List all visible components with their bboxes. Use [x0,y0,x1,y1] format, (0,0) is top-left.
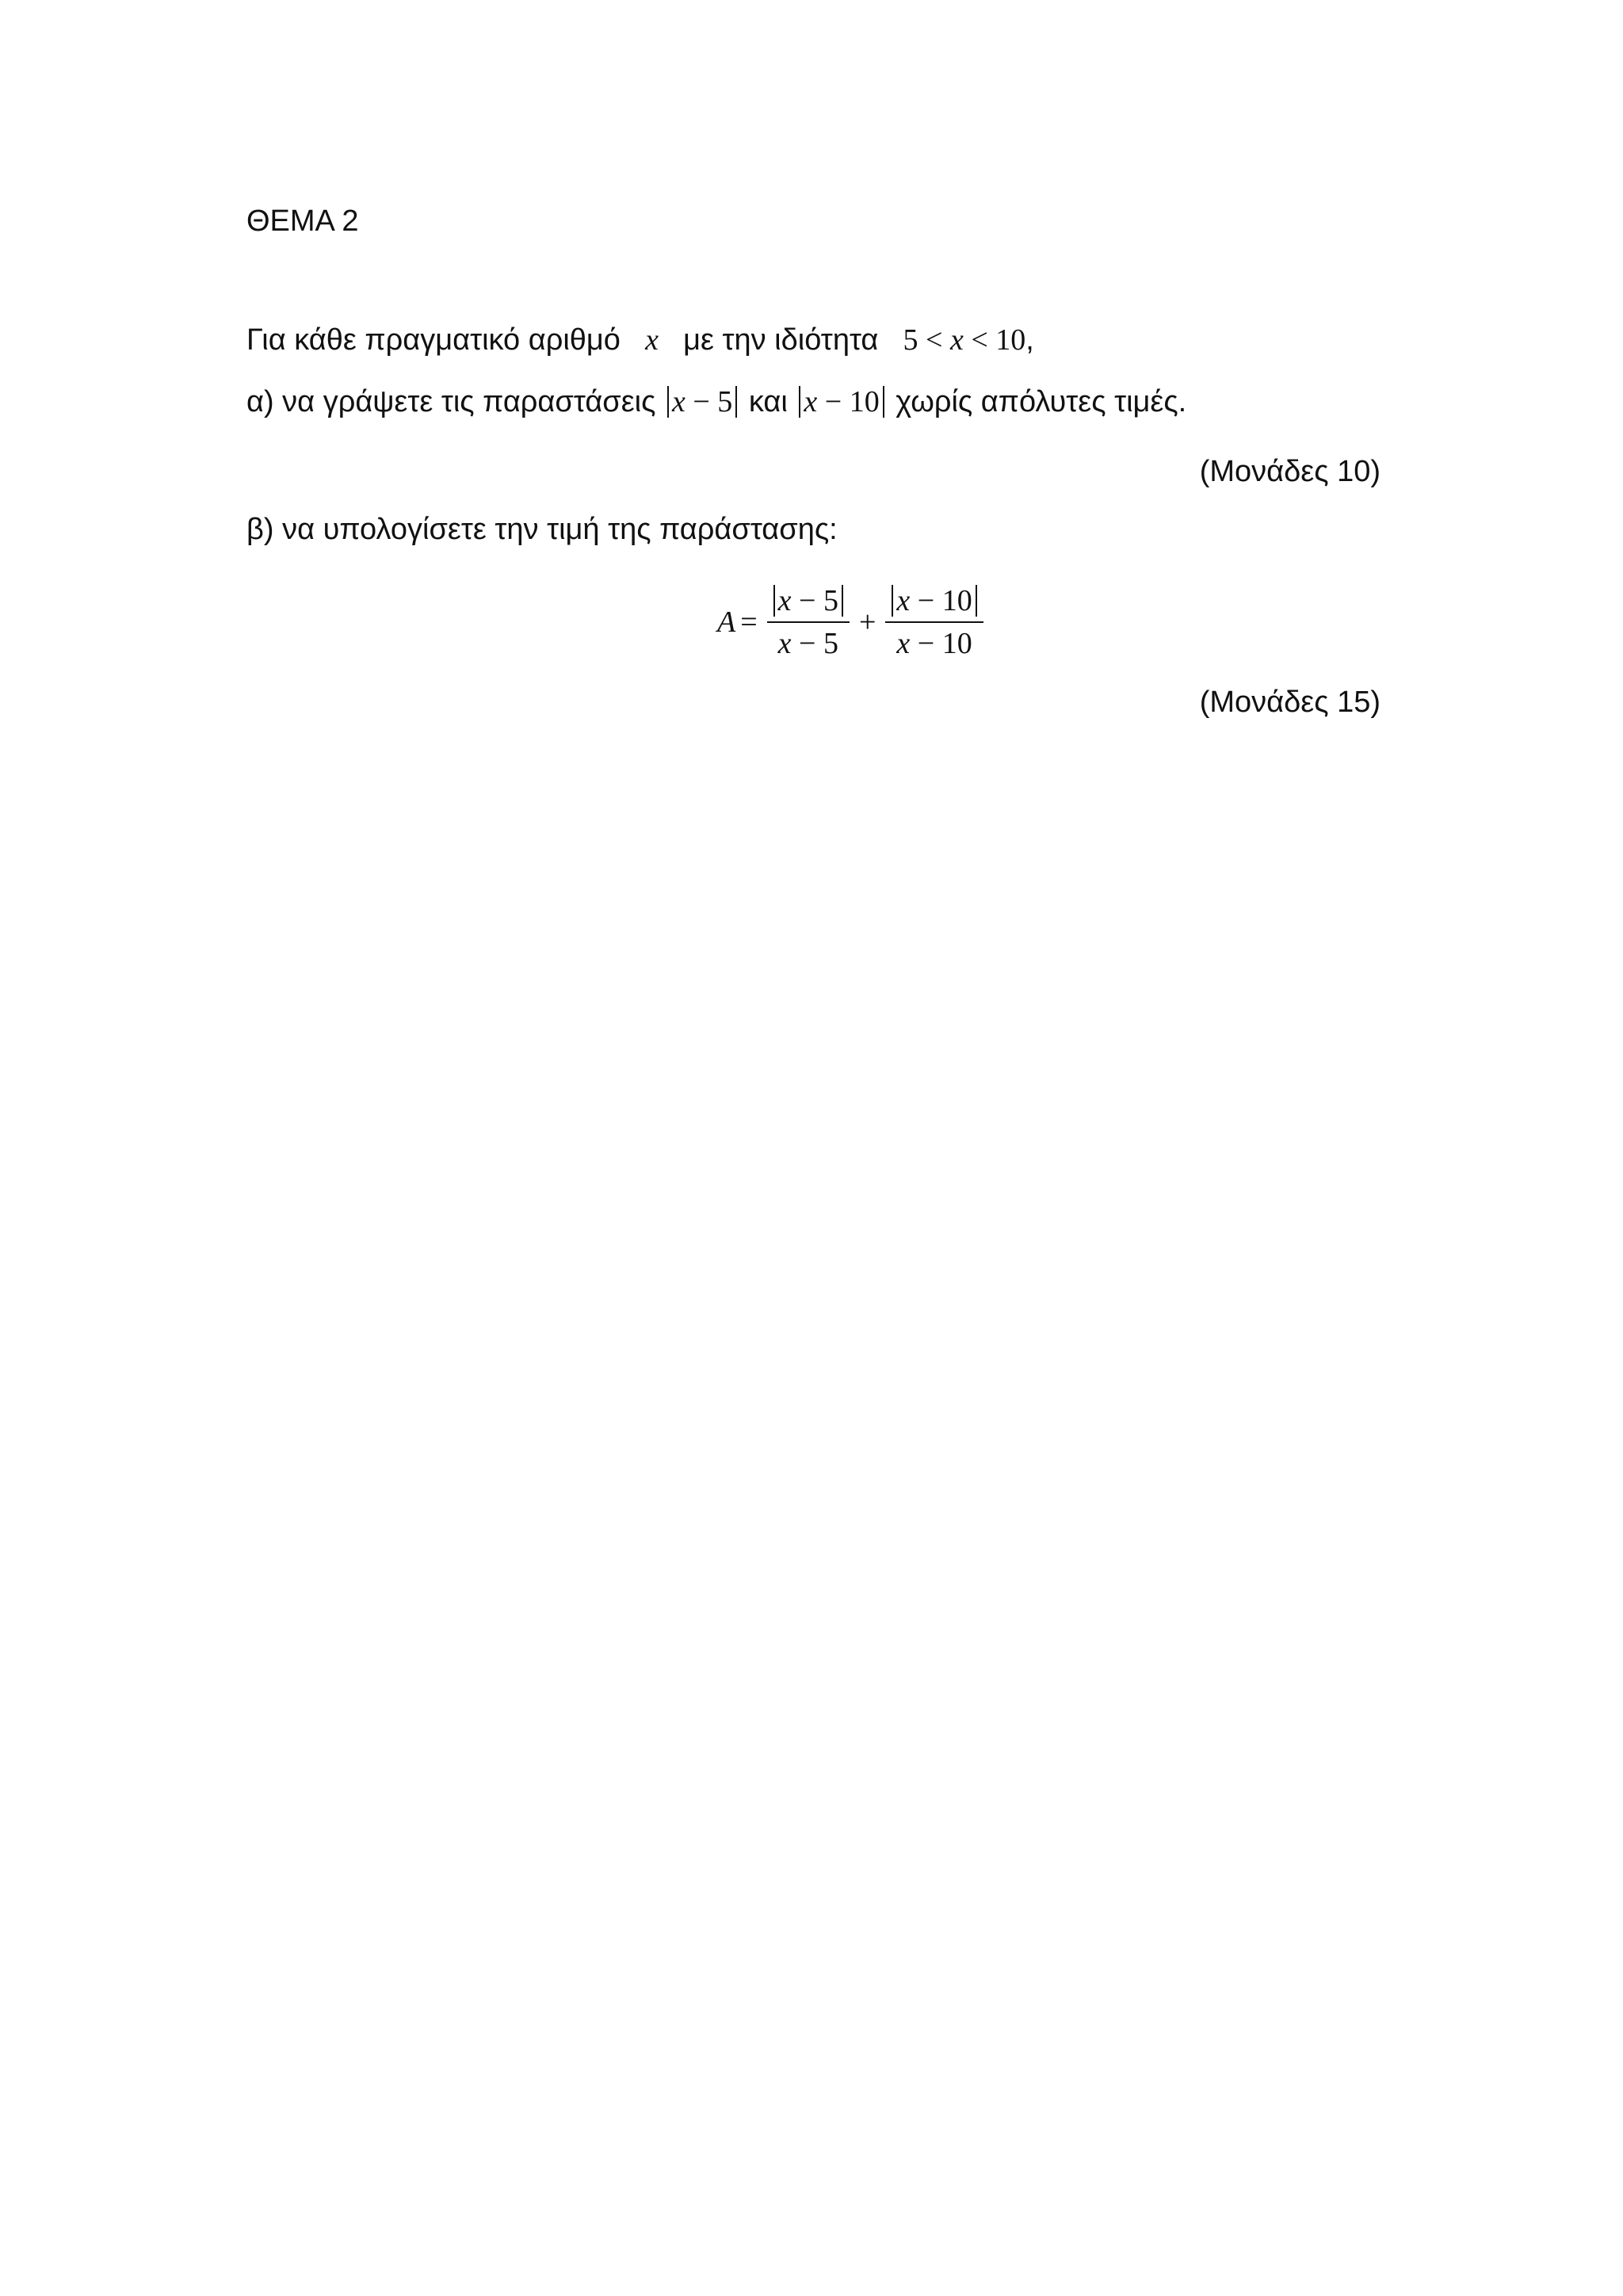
inequality-op1: < [926,323,943,357]
formula-plus: + [858,606,876,639]
frac2-num-rest: − 10 [910,584,972,617]
inequality [903,323,1026,357]
points-part-a: (Μονάδες 10) [1199,455,1381,488]
abs-expression-2 [799,386,884,418]
frac1-num-var: x [777,584,792,617]
abs2-var: x [804,385,818,418]
fraction-1-numerator [767,583,850,623]
abs1-rest: − 5 [685,385,733,418]
inequality-left: 5 [903,323,918,357]
inequality-op2: < [971,323,988,357]
question-b: β) να υπολογίσετε την τιμή της παράστασης: [246,513,838,546]
question-a-suffix: χωρίς απόλυτες τιμές. [896,385,1187,418]
frac1-den-var: x [777,627,792,660]
intro-statement [246,321,1034,359]
inequality-var: x [949,323,964,357]
frac2-num-var: x [896,584,911,617]
fraction-2-denominator [893,623,975,661]
page-title: ΘΕΜΑ 2 [246,204,359,238]
question-a-prefix: α) να γράψετε τις παραστάσεις [246,385,656,418]
fraction-2 [885,583,983,661]
formula-a [717,575,988,670]
fraction-2-abs [892,585,976,617]
formula-lhs: A [717,606,736,639]
fraction-1 [767,583,850,661]
intro-variable: x [645,323,659,357]
frac2-den-var: x [896,627,911,660]
frac2-den-rest: − 10 [910,627,972,660]
inequality-right: 10 [995,323,1026,357]
points-part-b: (Μονάδες 15) [1199,686,1381,719]
abs-expression-1 [667,386,737,418]
question-a-connector: και [748,385,788,418]
fraction-1-denominator [775,623,842,661]
frac1-num-rest: − 5 [791,584,838,617]
fraction-2-numerator [885,583,983,623]
fraction-1-abs [773,585,843,617]
frac1-den-rest: − 5 [791,627,838,660]
intro-trailing: , [1025,323,1034,357]
intro-text-before: Για κάθε πραγματικό αριθμό [246,323,621,357]
formula-equals: = [740,606,758,639]
abs2-rest: − 10 [817,385,880,418]
question-a [246,383,1186,421]
intro-text-middle: με την ιδιότητα [683,323,879,357]
abs1-var: x [672,385,685,418]
